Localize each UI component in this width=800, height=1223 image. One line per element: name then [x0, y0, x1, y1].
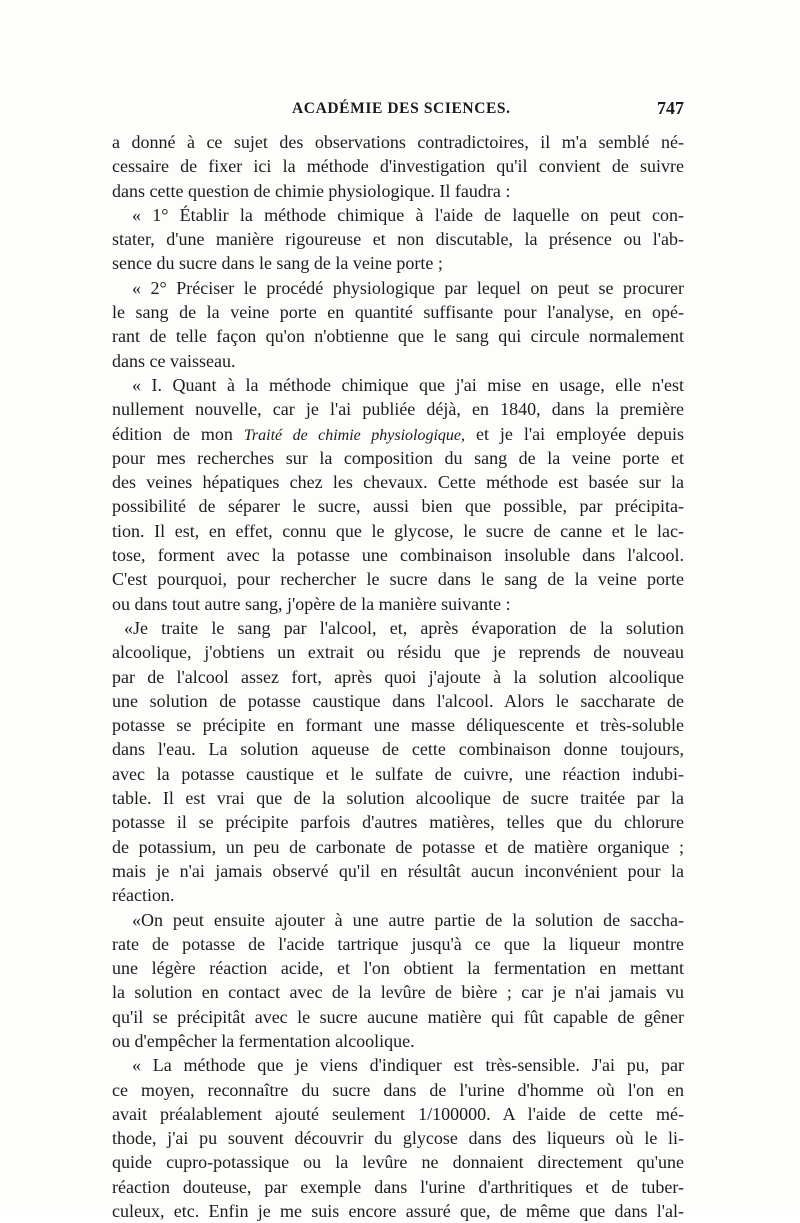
text-line: nullement nouvelle, car je l'ai publiée déjà, en 1840, dans la première: [112, 399, 684, 420]
text-line: cessaire de fixer ici la méthode d'investigation qu'il convient de suivre: [112, 156, 684, 177]
text-line-with-title: [112, 422, 684, 446]
text-line: la solution en contact avec de la levûre de bière ; car je n'ai jamais vu: [112, 982, 684, 1003]
text-line: par de l'alcool assez fort, après quoi j'ajoute à la solution alcoolique: [112, 666, 684, 687]
text-line: sence du sucre dans le sang de la veine porte ;: [112, 253, 443, 274]
text-line: culeux, etc. Enfin je me suis encore assuré que, de même que dans l'al-: [112, 1201, 684, 1222]
text-line: pour mes recherches sur la composition du sang de la veine porte et: [112, 447, 684, 468]
text-line: dans cette question de chimie physiologique. Il faudra :: [112, 180, 511, 201]
text-line: dans l'eau. La solution aqueuse de cette combinaison donne toujours,: [112, 739, 684, 760]
body-text: [112, 130, 684, 1223]
text-line: ou d'empêcher la fermentation alcoolique.: [112, 1030, 415, 1051]
text-line: table. Il est vrai que de la solution alcoolique de sucre traitée par la: [112, 788, 684, 809]
text-line: « 1° Établir la méthode chimique à l'aide de laquelle on peut con-: [132, 204, 684, 225]
text-line: potasse il se précipite parfois d'autres matières, telles que du chlorure: [112, 812, 684, 833]
text-line: thode, j'ai pu souvent découvrir du glycose dans des liqueurs où le li-: [112, 1128, 684, 1149]
book-title: Traité de chimie physiologique,: [243, 426, 466, 444]
text-line: C'est pourquoi, pour rechercher le sucre dans le sang de la veine porte: [112, 569, 684, 590]
running-title: ACADÉMIE DES SCIENCES.: [292, 100, 511, 117]
text-line: rant de telle façon qu'on n'obtienne que le sang qui circule normalement: [112, 326, 684, 347]
text-line: avec la potasse caustique et le sulfate de cuivre, une réaction indubi-: [112, 763, 684, 784]
text-line: ou dans tout autre sang, j'opère de la manière suivante :: [112, 593, 511, 614]
text-line: mais je n'ai jamais observé qu'il en résultât aucun inconvénient pour la: [112, 860, 684, 881]
text-line: réaction.: [112, 885, 175, 906]
text-line: tion. Il est, en effet, connu que le glycose, le sucre de canne et le lac-: [112, 520, 684, 541]
text-line: qu'il se précipitât avec le sucre aucune matière qui fût capable de gêner: [112, 1006, 684, 1027]
page-header: [112, 100, 684, 126]
text-fragment: et je l'ai employée depuis: [475, 423, 685, 444]
text-line: alcoolique, j'obtiens un extrait ou résidu que je reprends de nouveau: [112, 642, 684, 663]
text-line: stater, d'une manière rigoureuse et non discutable, la présence ou l'ab-: [112, 229, 684, 250]
text-line: «Je traite le sang par l'alcool, et, après évaporation de la solution: [124, 617, 684, 638]
text-line: tose, forment avec la potasse une combinaison insoluble dans l'alcool.: [112, 545, 684, 566]
text-line: potasse se précipite en formant une masse déliquescente et très-soluble: [112, 715, 684, 736]
text-line: avait préalablement ajouté seulement 1/100000. A l'aide de cette mé-: [112, 1103, 684, 1124]
text-line: de potassium, un peu de carbonate de potasse et de matière organique ;: [112, 836, 684, 857]
text-line: a donné à ce sujet des observations contradictoires, il m'a semblé né-: [112, 132, 684, 152]
text-line: rate de potasse de l'acide tartrique jusqu'à ce que la liqueur montre: [112, 933, 684, 954]
page-number: 747: [657, 98, 684, 118]
text-line: des veines hépatiques chez les chevaux. Cette méthode est basée sur la: [112, 472, 684, 493]
text-line: réaction douteuse, par exemple dans l'urine d'arthritiques et de tuber-: [112, 1176, 684, 1197]
text-line: quide cupro-potassique ou la levûre ne donnaient directement qu'une: [112, 1152, 684, 1173]
text-line: le sang de la veine porte en quantité suffisante pour l'analyse, en opé-: [112, 302, 684, 323]
text-fragment: édition de mon: [112, 423, 233, 444]
text-line: possibilité de séparer le sucre, aussi bien que possible, par précipita-: [112, 496, 684, 517]
text-line: « La méthode que je viens d'indiquer est très-sensible. J'ai pu, par: [132, 1055, 684, 1076]
text-line: ce moyen, reconnaître du sucre dans de l'urine d'homme où l'on en: [112, 1079, 684, 1100]
text-line: une légère réaction acide, et l'on obtient la fermentation en mettant: [112, 958, 684, 979]
text-line: « I. Quant à la méthode chimique que j'ai mise en usage, elle n'est: [132, 374, 684, 395]
text-line: « 2° Préciser le procédé physiologique par lequel on peut se procurer: [132, 277, 684, 298]
text-line: dans ce vaisseau.: [112, 350, 236, 371]
text-line: «On peut ensuite ajouter à une autre partie de la solution de saccha-: [132, 909, 684, 930]
text-line: une solution de potasse caustique dans l'alcool. Alors le saccharate de: [112, 690, 684, 711]
